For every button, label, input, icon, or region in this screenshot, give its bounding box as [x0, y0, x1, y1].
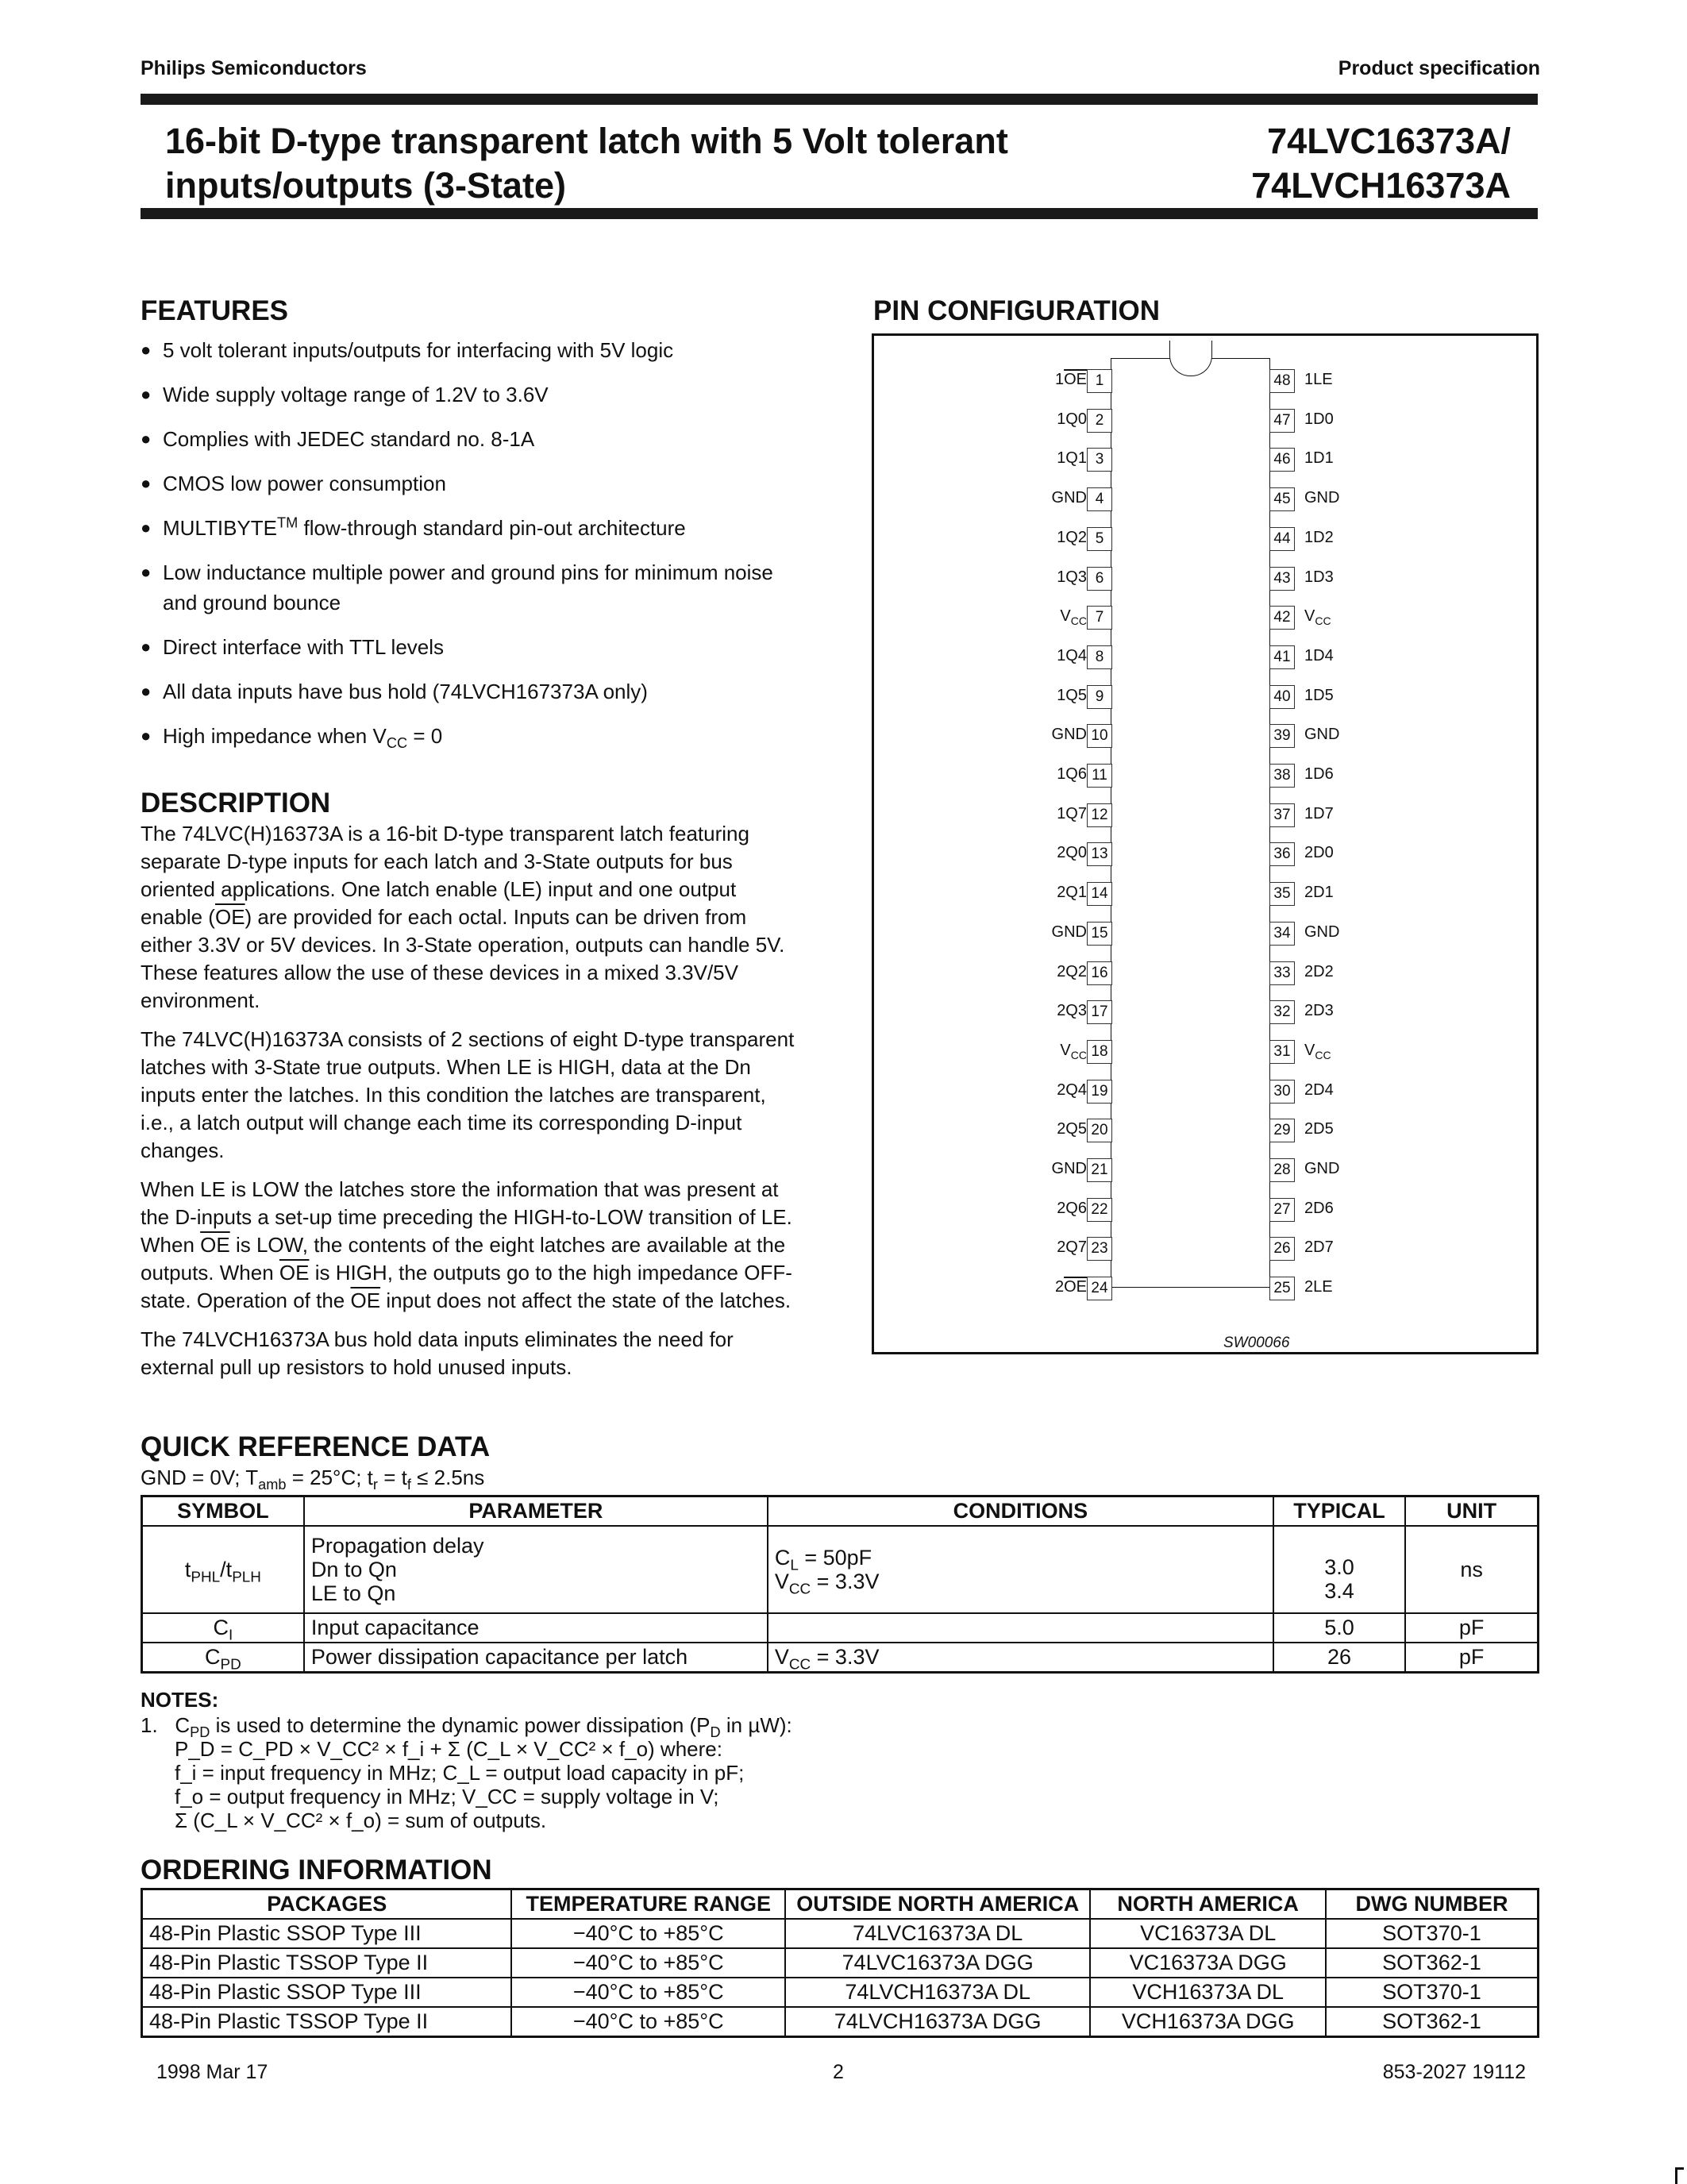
pin-label: 2Q3: [1057, 1002, 1087, 1020]
quick-ref-table: [141, 1495, 1539, 1674]
ordering-table: [141, 1888, 1539, 2038]
description-paragraph: The 74LVC(H)16373A is a 16-bit D-type transparent latch featuring separate D-type inputs for each latch and 3-State outputs for bus oriented applications. One latch enable (LE) input and one output enable $(\overline{OE})$ are provided for each octal. Inputs can be driven from either 3.3V or 5V devices. In 3-State operation, outputs can handle 5V. These features allow the use of these devices in a mixed 3.3V/5V environment.: [141, 822, 785, 1012]
table-row: [142, 1643, 1539, 1673]
pin-label: 2Q5: [1057, 1120, 1087, 1138]
crop-mark: [1675, 2167, 1684, 2184]
cell-package: 48-Pin Plastic SSOP Type III: [142, 1919, 512, 1948]
cell-unit: pF: [1405, 1613, 1538, 1643]
pin-number: 23: [1087, 1237, 1112, 1261]
pin-label: 1LE: [1304, 371, 1333, 388]
cell-typical: 3.0 3.4: [1273, 1526, 1405, 1613]
cell-symbol: $C_I$: [142, 1613, 304, 1643]
pin-label: GND: [1051, 726, 1087, 744]
pin-number: 9: [1087, 685, 1112, 709]
pin-label: 2D4: [1304, 1080, 1334, 1099]
pin-label: 1Q0: [1057, 410, 1087, 428]
pin-number: 40: [1269, 685, 1295, 709]
pin-label: 2Q4: [1057, 1080, 1087, 1099]
note-line: Σ (C_L × V_CC² × f_o) = sum of outputs.: [175, 1808, 547, 1832]
pin-label: 2D6: [1304, 1199, 1334, 1217]
pin-label: 1Q3: [1057, 568, 1087, 586]
cell-na: VCH16373A DGG: [1090, 2007, 1326, 2037]
pin-number: 2: [1087, 409, 1112, 433]
pin-number: 48: [1269, 369, 1295, 393]
pin-number: 18: [1087, 1040, 1112, 1064]
cell-conditions: $C_L = 50pF$ $V_{CC} = 3.3V$: [768, 1526, 1273, 1613]
col-dwg-number: DWG NUMBER: [1326, 1889, 1539, 1920]
cell-conditions: $V_{CC} = 3.3V$: [768, 1643, 1273, 1673]
pin-label: 1D2: [1304, 528, 1334, 546]
chip-notch: [1169, 341, 1212, 376]
col-temperature: TEMPERATURE RANGE: [511, 1889, 785, 1920]
pin-number: 5: [1087, 527, 1112, 551]
pin-number: 37: [1269, 803, 1295, 827]
cell-parameter: Power dissipation capacitance per latch: [304, 1643, 768, 1673]
pin-label: 1Q6: [1057, 765, 1087, 783]
pin-label: 2D7: [1304, 1238, 1334, 1257]
cell-na: VC16373A DL: [1090, 1919, 1326, 1948]
pin-number: 47: [1269, 409, 1295, 433]
cell-na: VC16373A DGG: [1090, 1948, 1326, 1978]
pin-label: 2D2: [1304, 962, 1334, 980]
quick-ref-heading: QUICK REFERENCE DATA: [141, 1431, 491, 1462]
pin-number: 29: [1269, 1119, 1295, 1142]
cell-typical: 26: [1273, 1643, 1405, 1673]
pin-label: GND: [1304, 726, 1340, 744]
pin-label: 2D1: [1304, 884, 1334, 902]
title-rule: [141, 208, 1538, 219]
cell-unit: ns: [1405, 1526, 1538, 1613]
pin-number: 12: [1087, 803, 1112, 827]
table-row: [142, 1948, 1539, 1978]
cell-package: 48-Pin Plastic TSSOP Type II: [142, 2007, 512, 2037]
pin-number: 39: [1269, 724, 1295, 748]
pin-number: 31: [1269, 1040, 1295, 1064]
cell-outside-na: 74LVCH16373A DGG: [785, 2007, 1090, 2037]
part-number-1: 74LVC16373A/: [1267, 121, 1511, 161]
cell-conditions: [768, 1613, 1273, 1643]
pin-label: GND: [1304, 1160, 1340, 1177]
pin-label: 2D5: [1304, 1120, 1334, 1138]
pin-label: 2LE: [1304, 1278, 1333, 1296]
pin-number: 19: [1087, 1080, 1112, 1104]
col-symbol: SYMBOL: [142, 1496, 304, 1527]
cell-temp: −40°C to +85°C: [511, 1948, 785, 1978]
features-heading: FEATURES: [141, 295, 289, 326]
pin-number: 6: [1087, 567, 1112, 591]
col-packages: PACKAGES: [142, 1889, 512, 1920]
table-header-row: [142, 1496, 1539, 1527]
chip-bottom-edge: [1111, 1287, 1270, 1288]
pin-label: GND: [1304, 489, 1340, 507]
cell-symbol: $C_{PD}$: [142, 1643, 304, 1673]
pin-label: 1Q2: [1057, 528, 1087, 546]
note-line: P_D = C_PD × V_CC² × f_i + Σ (C_L × V_CC² × f_o) where:: [175, 1737, 722, 1761]
note-line: 1. $C_{PD}$ is used to determine the dynamic power dissipation ($P_D$ in µW):: [141, 1713, 792, 1741]
feature-item: ● Wide supply voltage range of 1.2V to 3.6V: [141, 379, 799, 410]
page-title: [165, 119, 1008, 208]
cell-symbol: $t_{PHL}/t_{PLH}$: [142, 1526, 304, 1613]
feature-item: ● Complies with JEDEC standard no. 8-1A: [141, 424, 799, 454]
col-typical: TYPICAL: [1273, 1496, 1405, 1527]
ordering-heading: ORDERING INFORMATION: [141, 1855, 492, 1885]
description-paragraph: When LE is LOW the latches store the information that was present at the D-inputs a set-up time preceding the HIGH-to-LOW transition of LE. When $\overline{OE}$ is LOW, the contents of the eight latches are available at the outputs. When $\overline{OE}$ is HIGH, the outputs go to the high impedance OFF-state. Operation of the $\overline{OE}$ input does not affect the state of the latches.: [141, 1177, 792, 1312]
description-paragraph: The 74LVC(H)16373A consists of 2 sections of eight D-type transparent latches with 3-State true outputs. When LE is HIGH, data at the Dn inputs enter the latches. In this condition the latches are transparent, i.e., a latch output will change each time its corresponding D-input changes.: [141, 1027, 795, 1162]
part-number-2: 74LVCH16373A: [1251, 165, 1511, 206]
part-numbers: [1251, 119, 1511, 208]
cell-dwg: SOT362-1: [1326, 2007, 1539, 2037]
cell-unit: pF: [1405, 1643, 1538, 1673]
cell-outside-na: 74LVCH16373A DL: [785, 1978, 1090, 2007]
pin-label: 2Q2: [1057, 962, 1087, 980]
pin-number: 36: [1269, 842, 1295, 866]
pin-number: 16: [1087, 961, 1112, 985]
col-outside-na: OUTSIDE NORTH AMERICA: [785, 1889, 1090, 1920]
pin-label: 1D4: [1304, 646, 1334, 664]
title-line-1: 16-bit D-type transparent latch with 5 Volt tolerant: [165, 121, 1008, 161]
feature-item: ● High impedance when $V_{CC} = 0$: [141, 721, 799, 751]
pin-label: $2\overline{OE}$: [1054, 1278, 1087, 1296]
pin-label: $V_{CC}$: [1304, 1041, 1331, 1061]
cell-temp: −40°C to +85°C: [511, 1919, 785, 1948]
feature-item: ● MULTIBYTE™ flow-through standard pin-out architecture: [141, 513, 799, 543]
top-rule: [141, 94, 1538, 105]
pin-label: 1D1: [1304, 449, 1334, 468]
pin-number: 22: [1087, 1198, 1112, 1222]
pin-label: $V_{CC}$: [1304, 607, 1331, 628]
pin-number: 24: [1087, 1277, 1112, 1300]
cell-temp: −40°C to +85°C: [511, 1978, 785, 2007]
footer-date: 1998 Mar 17: [156, 2061, 268, 2083]
quick-ref-conditions: GND = 0V; $T_{amb} = 25^\circ C$; $t_r = t_f \le 2.5ns$: [141, 1466, 485, 1493]
description-heading: DESCRIPTION: [141, 788, 331, 819]
pin-label: 1Q7: [1057, 804, 1087, 822]
cell-temp: −40°C to +85°C: [511, 2007, 785, 2037]
pin-number: 10: [1087, 724, 1112, 748]
company-name: Philips Semiconductors: [141, 57, 367, 79]
col-parameter: PARAMETER: [304, 1496, 768, 1527]
pin-number: 26: [1269, 1237, 1295, 1261]
note-line: f_i = input frequency in MHz; C_L = output load capacity in pF;: [175, 1761, 745, 1785]
pin-label: $V_{CC}$: [1060, 607, 1087, 628]
pin-label: 1D0: [1304, 410, 1334, 428]
pin-label: GND: [1051, 489, 1087, 507]
cell-dwg: SOT362-1: [1326, 1948, 1539, 1978]
pin-label: 1D6: [1304, 765, 1334, 783]
pin-number: 17: [1087, 1000, 1112, 1024]
pin-number: 15: [1087, 922, 1112, 946]
note-line: f_o = output frequency in MHz; V_CC = supply voltage in V;: [175, 1785, 719, 1808]
feature-item: ● All data inputs have bus hold (74LVCH167373A only): [141, 676, 799, 707]
feature-item: ● Low inductance multiple power and ground pins for minimum noise and ground bounce: [141, 557, 799, 618]
pin-number: 14: [1087, 882, 1112, 906]
pin-number: 41: [1269, 645, 1295, 669]
col-unit: UNIT: [1405, 1496, 1538, 1527]
pin-number: 34: [1269, 922, 1295, 946]
cell-typical: 5.0: [1273, 1613, 1405, 1643]
diagram-ref: SW00066: [1223, 1335, 1290, 1351]
table-row: [142, 2007, 1539, 2037]
pin-number: 44: [1269, 527, 1295, 551]
pin-number: 38: [1269, 764, 1295, 788]
pin-diagram: [872, 333, 1539, 1354]
pin-label: 2Q6: [1057, 1199, 1087, 1217]
doc-type: Product specification: [1338, 57, 1540, 79]
pin-number: 32: [1269, 1000, 1295, 1024]
pin-label: 1D5: [1304, 686, 1334, 704]
pin-number: 42: [1269, 606, 1295, 630]
col-conditions: CONDITIONS: [768, 1496, 1273, 1527]
description-paragraph: The 74LVCH16373A bus hold data inputs eliminates the need for external pull up resistors to hold unused inputs.: [141, 1327, 734, 1379]
pin-label: 2Q1: [1057, 884, 1087, 902]
pin-number: 13: [1087, 842, 1112, 866]
footer-doc-code: 853-2027 19112: [1382, 2061, 1526, 2083]
pin-number: 8: [1087, 645, 1112, 669]
pin-number: 25: [1269, 1277, 1295, 1300]
pin-label: GND: [1304, 923, 1340, 941]
pin-label: 2Q7: [1057, 1238, 1087, 1257]
pin-label: 2D3: [1304, 1002, 1334, 1020]
table-row: [142, 1919, 1539, 1948]
pin-label: 1Q4: [1057, 646, 1087, 664]
title-line-2: inputs/outputs (3-State): [165, 165, 566, 206]
cell-outside-na: 74LVC16373A DL: [785, 1919, 1090, 1948]
pin-number: 35: [1269, 882, 1295, 906]
cell-parameter: Input capacitance: [304, 1613, 768, 1643]
pin-number: 3: [1087, 448, 1112, 472]
table-row: [142, 1526, 1539, 1613]
pin-label: $V_{CC}$: [1060, 1041, 1087, 1061]
pin-number: 45: [1269, 487, 1295, 511]
cell-package: 48-Pin Plastic SSOP Type III: [142, 1978, 512, 2007]
pin-label: 1Q5: [1057, 686, 1087, 704]
feature-item: ● 5 volt tolerant inputs/outputs for interfacing with 5V logic: [141, 335, 799, 365]
table-header-row: [142, 1889, 1539, 1920]
pin-number: 1: [1087, 369, 1112, 393]
pin-number: 46: [1269, 448, 1295, 472]
pin-number: 28: [1269, 1158, 1295, 1182]
pin-config-heading: PIN CONFIGURATION: [873, 295, 1161, 326]
table-row: [142, 1978, 1539, 2007]
pin-label: GND: [1051, 1160, 1087, 1177]
feature-item: ● Direct interface with TTL levels: [141, 632, 799, 662]
pin-label: GND: [1051, 923, 1087, 941]
notes-heading: NOTES:: [141, 1688, 219, 1712]
notes-body: [141, 1713, 792, 1832]
cell-na: VCH16373A DL: [1090, 1978, 1326, 2007]
pin-number: 7: [1087, 606, 1112, 630]
cell-dwg: SOT370-1: [1326, 1919, 1539, 1948]
footer-page-number: 2: [833, 2061, 844, 2083]
cell-parameter: Propagation delay Dn to Qn LE to Qn: [304, 1526, 768, 1613]
feature-item: ● CMOS low power consumption: [141, 468, 799, 499]
features-list: [141, 335, 799, 765]
pin-number: 21: [1087, 1158, 1112, 1182]
pin-label: 2D0: [1304, 844, 1334, 862]
pin-number: 30: [1269, 1080, 1295, 1104]
pin-number: 43: [1269, 567, 1295, 591]
pin-number: 4: [1087, 487, 1112, 511]
table-row: [142, 1613, 1539, 1643]
pin-label: 1D7: [1304, 804, 1334, 822]
cell-dwg: SOT370-1: [1326, 1978, 1539, 2007]
pin-number: 33: [1269, 961, 1295, 985]
pin-label: 1D3: [1304, 568, 1334, 586]
col-north-america: NORTH AMERICA: [1090, 1889, 1326, 1920]
pin-label: 1Q1: [1057, 449, 1087, 468]
cell-outside-na: 74LVC16373A DGG: [785, 1948, 1090, 1978]
pin-number: 27: [1269, 1198, 1295, 1222]
pin-label: $1\overline{OE}$: [1054, 371, 1087, 388]
pin-label: 2Q0: [1057, 844, 1087, 862]
pin-number: 11: [1087, 764, 1112, 788]
pin-number: 20: [1087, 1119, 1112, 1142]
description-body: [141, 820, 799, 1381]
cell-package: 48-Pin Plastic TSSOP Type II: [142, 1948, 512, 1978]
